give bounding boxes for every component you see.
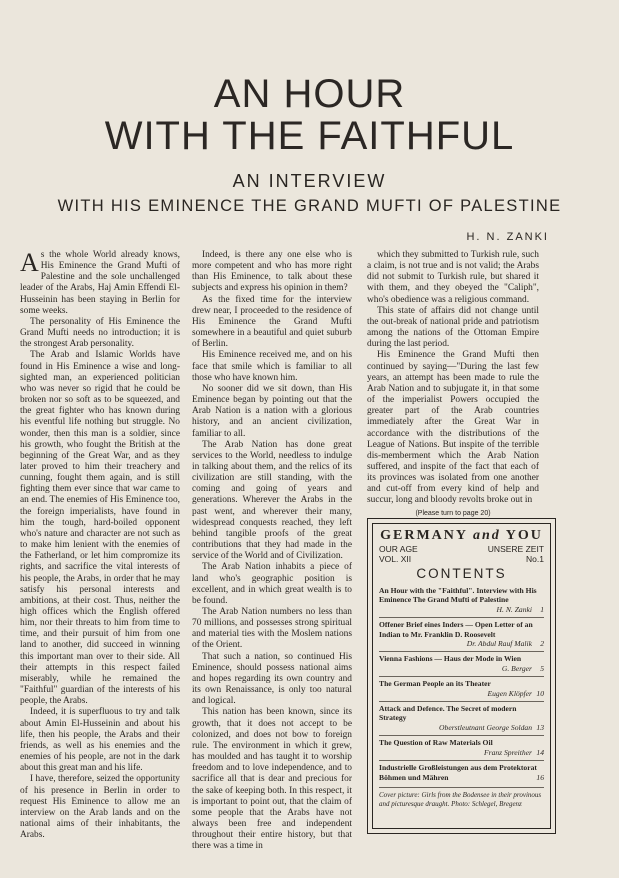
title-line-1: AN HOUR — [213, 72, 406, 116]
paragraph: Indeed, it is superfluous to try and talk about Amin El-Husseinin and about his life, then his people, the Arabs and their friends, as well as his enemies and the enemies of his people, are not in the dark about this great man and his life. — [20, 707, 180, 774]
magazine-masthead: GERMANY and YOU — [380, 528, 543, 543]
toc-entry-page: 10 — [536, 688, 544, 698]
drop-cap: A — [20, 248, 39, 277]
continuation-note: (Please turn to page 20) — [415, 509, 491, 517]
author-byline: H. N. ZANKI — [466, 231, 549, 243]
issue-meta-row-2 — [379, 554, 544, 564]
paragraph: which they submitted to Turkish rule, such a claim, is not true and is not valid; the Arabs did not submit to Turkish rule, but shared it with them, and they obeyed the "Caliph", who's obedience was a religious command. — [367, 250, 539, 305]
toc-entry[interactable]: An Hour with the "Faithful". Interview with His Eminence The Grand Mufti of Palestine H. N. Zanki 1 — [379, 584, 544, 618]
toc-entry-author: Eugen Klöpfer — [487, 688, 532, 698]
paragraph: This nation has been known, since its growth, that it does not accept to be colonized, and does not bow to foreign rule. The environment in which it grew, has moulded and has taught it to worship freedom and to love independence, and to sacrifice all that is dear and precious for the sake of keeping both. In this respect, it is important to point out, that the claim of some people that the Arabs have not always been free and independent throughout their entire history, but that there was a time in — [192, 707, 352, 852]
toc-entry-author: Dr. Abdul Rauf Malik — [466, 639, 532, 649]
paragraph: That such a nation, so continued His Eminence, should possess national aims and hopes regarding its own country and its own Renaissance, is only too natural and logical. — [192, 651, 352, 707]
our-age-label: OUR AGE — [379, 544, 418, 554]
unsere-zeit-label: UNSERE ZEIT — [487, 544, 544, 554]
toc-entry[interactable]: The Question of Raw Materials Oil Franz Spreither 14 — [379, 736, 544, 761]
toc-entry-page: 1 — [540, 604, 544, 614]
paragraph: The Arab and Islamic Worlds have found in His Eminence a wise and long-sighted man, an experienced politician who was never so rigid that he could be broken nor so soft as to be squeezed, and the great fighter who has known during his eventful life nothing but struggle. No wonder, then this man is a soldier, since his growth, who fought the British at the beginning of the Great War, and as they later proved to him their treachery and cunning, fought them again, and is still fighting them ever since that war came to an end. The enemies of His Eminence too, the foreign imperialists, have found in him the tough, hard-boiled opponent who's nature and character are not such as to make him lenient with the enemies of the Fatherland, or let him compromize its rights, and sacrifice the vital interests of his people, the Arabs, in order that he may satisfy his personal interests and ambitions, at their cost. Thus, neither the high offices which the English offered him, nor their threats to him from time to time, and their pursuit of him from one land to another, did succeed in winning this important man over to their side. All their attempts in this respect failed miserably, while he remained the "Faithful" guardian of the interests of his people, the Arabs. — [20, 350, 180, 707]
paragraph: This state of affairs did not change until the out-break of national pride and patriotism among the nations of the Ottoman Empire during the last period. — [367, 305, 539, 350]
toc-entry[interactable]: Vienna Fashions — Haus der Mode in Wien G. Berger 5 — [379, 652, 544, 677]
article-column-3 — [367, 250, 539, 519]
toc-entry-page: 5 — [540, 663, 544, 673]
issue-number: No.1 — [526, 554, 544, 564]
issue-meta-row-1 — [379, 544, 544, 554]
contents-box-inner — [372, 523, 551, 829]
contents-heading: CONTENTS — [416, 566, 507, 581]
title-line-2: WITH THE FAITHFUL — [104, 114, 515, 158]
paragraph: The Arab Nation inhabits a piece of land who's geographic position is excellent, and in which great wealth is to be found. — [192, 562, 352, 606]
volume-label: VOL. XII — [379, 554, 412, 564]
toc-entry-page: 2 — [540, 639, 544, 649]
paragraph: As the fixed time for the interview drew near, I proceeded to the residence of His Eminence the Grand Mufti somewhere in a beautiful and quiet suburb of Berlin. — [192, 294, 352, 350]
paragraph: As the whole World already knows, His Eminence the Grand Mufti of Palestine and the sole unchallenged leader of the Arabs, Haj Amin Effendi El-Husseinin has been staying in Berlin for some weeks. — [20, 248, 180, 316]
paragraph: The Arab Nation has done great services to the World, needless to indulge in talking about them, and the relics of its civilization are still standing, with the coming and going of years and generations. Wherever the Arabs in the past went, and wherever their many, widespread conquests reached, they left behind tangible proofs of the great contributions that they had made in the service of the World and of Civilization. — [192, 439, 352, 562]
toc-entry-page: 14 — [536, 747, 544, 757]
cover-picture-note: Cover picture: Girls from the Bodensee in their provinous and picturesque draught. Photo: Schlegel, Bregenz — [379, 787, 544, 809]
paragraph: Indeed, is there any one else who is more competent and who has more right than His Eminence, to talk about these subjects and express his opinion in them? — [192, 250, 352, 294]
toc-entry[interactable]: Offener Brief eines Inders — Open Letter of an Indian to Mr. Franklin D. Roosevelt Dr. Abdul Rauf Malik 2 — [379, 618, 544, 652]
paragraph: I have, therefore, seized the opportunity of his presence in Berlin in order to request His Eminence to allow me an interview on the Arab lands and on the national aims of their inhabitants, the Arabs. — [20, 774, 180, 841]
toc-entry-page: 16 — [536, 772, 544, 782]
paragraph: No sooner did we sit down, than His Eminence began by pointing out that the Arab Nation is a nation with a glorious history, and an ancient civilization, familiar to all. — [192, 383, 352, 439]
toc-entry-page: 13 — [536, 722, 544, 732]
toc-entry-author: H. N. Zanki — [496, 604, 532, 614]
photo-credit: Photo: Schlegel, Bregenz — [451, 799, 522, 808]
toc-entry[interactable]: The German People an its Theater Eugen Klöpfer 10 — [379, 677, 544, 702]
toc-entry-author: G. Berger — [501, 663, 532, 673]
contents-box — [367, 518, 556, 834]
toc-entry[interactable]: Industrielle Großleistungen aus dem Protektorat Böhmen und Mähren 16 — [379, 763, 544, 782]
toc-entry-author: Oberstleutnant George Soldan — [439, 722, 532, 732]
article-column-1 — [20, 250, 180, 841]
toc-entry-author: Franz Spreither — [483, 747, 532, 757]
paragraph: His Eminence received me, and on his face that smile which is familiar to all those who have known him. — [192, 350, 352, 383]
paragraph: His Eminence the Grand Mufti then continued by saying—"During the last few years, an attempt has been made to rule the Arab Nation and to subjugate it, in that some of the imperialist Powers occupied the greater part of the Arab countries immediately after the Great War in accordance with the distributions of the League of Nations. But inspite of the terrible dis-memberment which the Arab Nation suffered, and inspite of the fact that each of its provinces was isolated from one another and cut-off from every kind of help and succur, long and bloody revolts broke out in — [367, 350, 539, 506]
subtitle-line-2: WITH HIS EMINENCE THE GRAND MUFTI OF PALESTINE — [57, 197, 562, 215]
paragraph: The personality of His Eminence the Grand Mufti needs no introduction; it is the strongest Arab personality. — [20, 316, 180, 350]
toc-entry[interactable]: Attack and Defence. The Secret of modern Strategy Oberstleutnant George Soldan 13 — [379, 702, 544, 736]
article-column-2 — [192, 250, 352, 852]
paragraph: The Arab Nation numbers no less than 70 millions, and possesses strong spiritual and material ties with the Moslem nations of the Orient. — [192, 607, 352, 651]
subtitle-line-1: AN INTERVIEW — [232, 171, 387, 191]
